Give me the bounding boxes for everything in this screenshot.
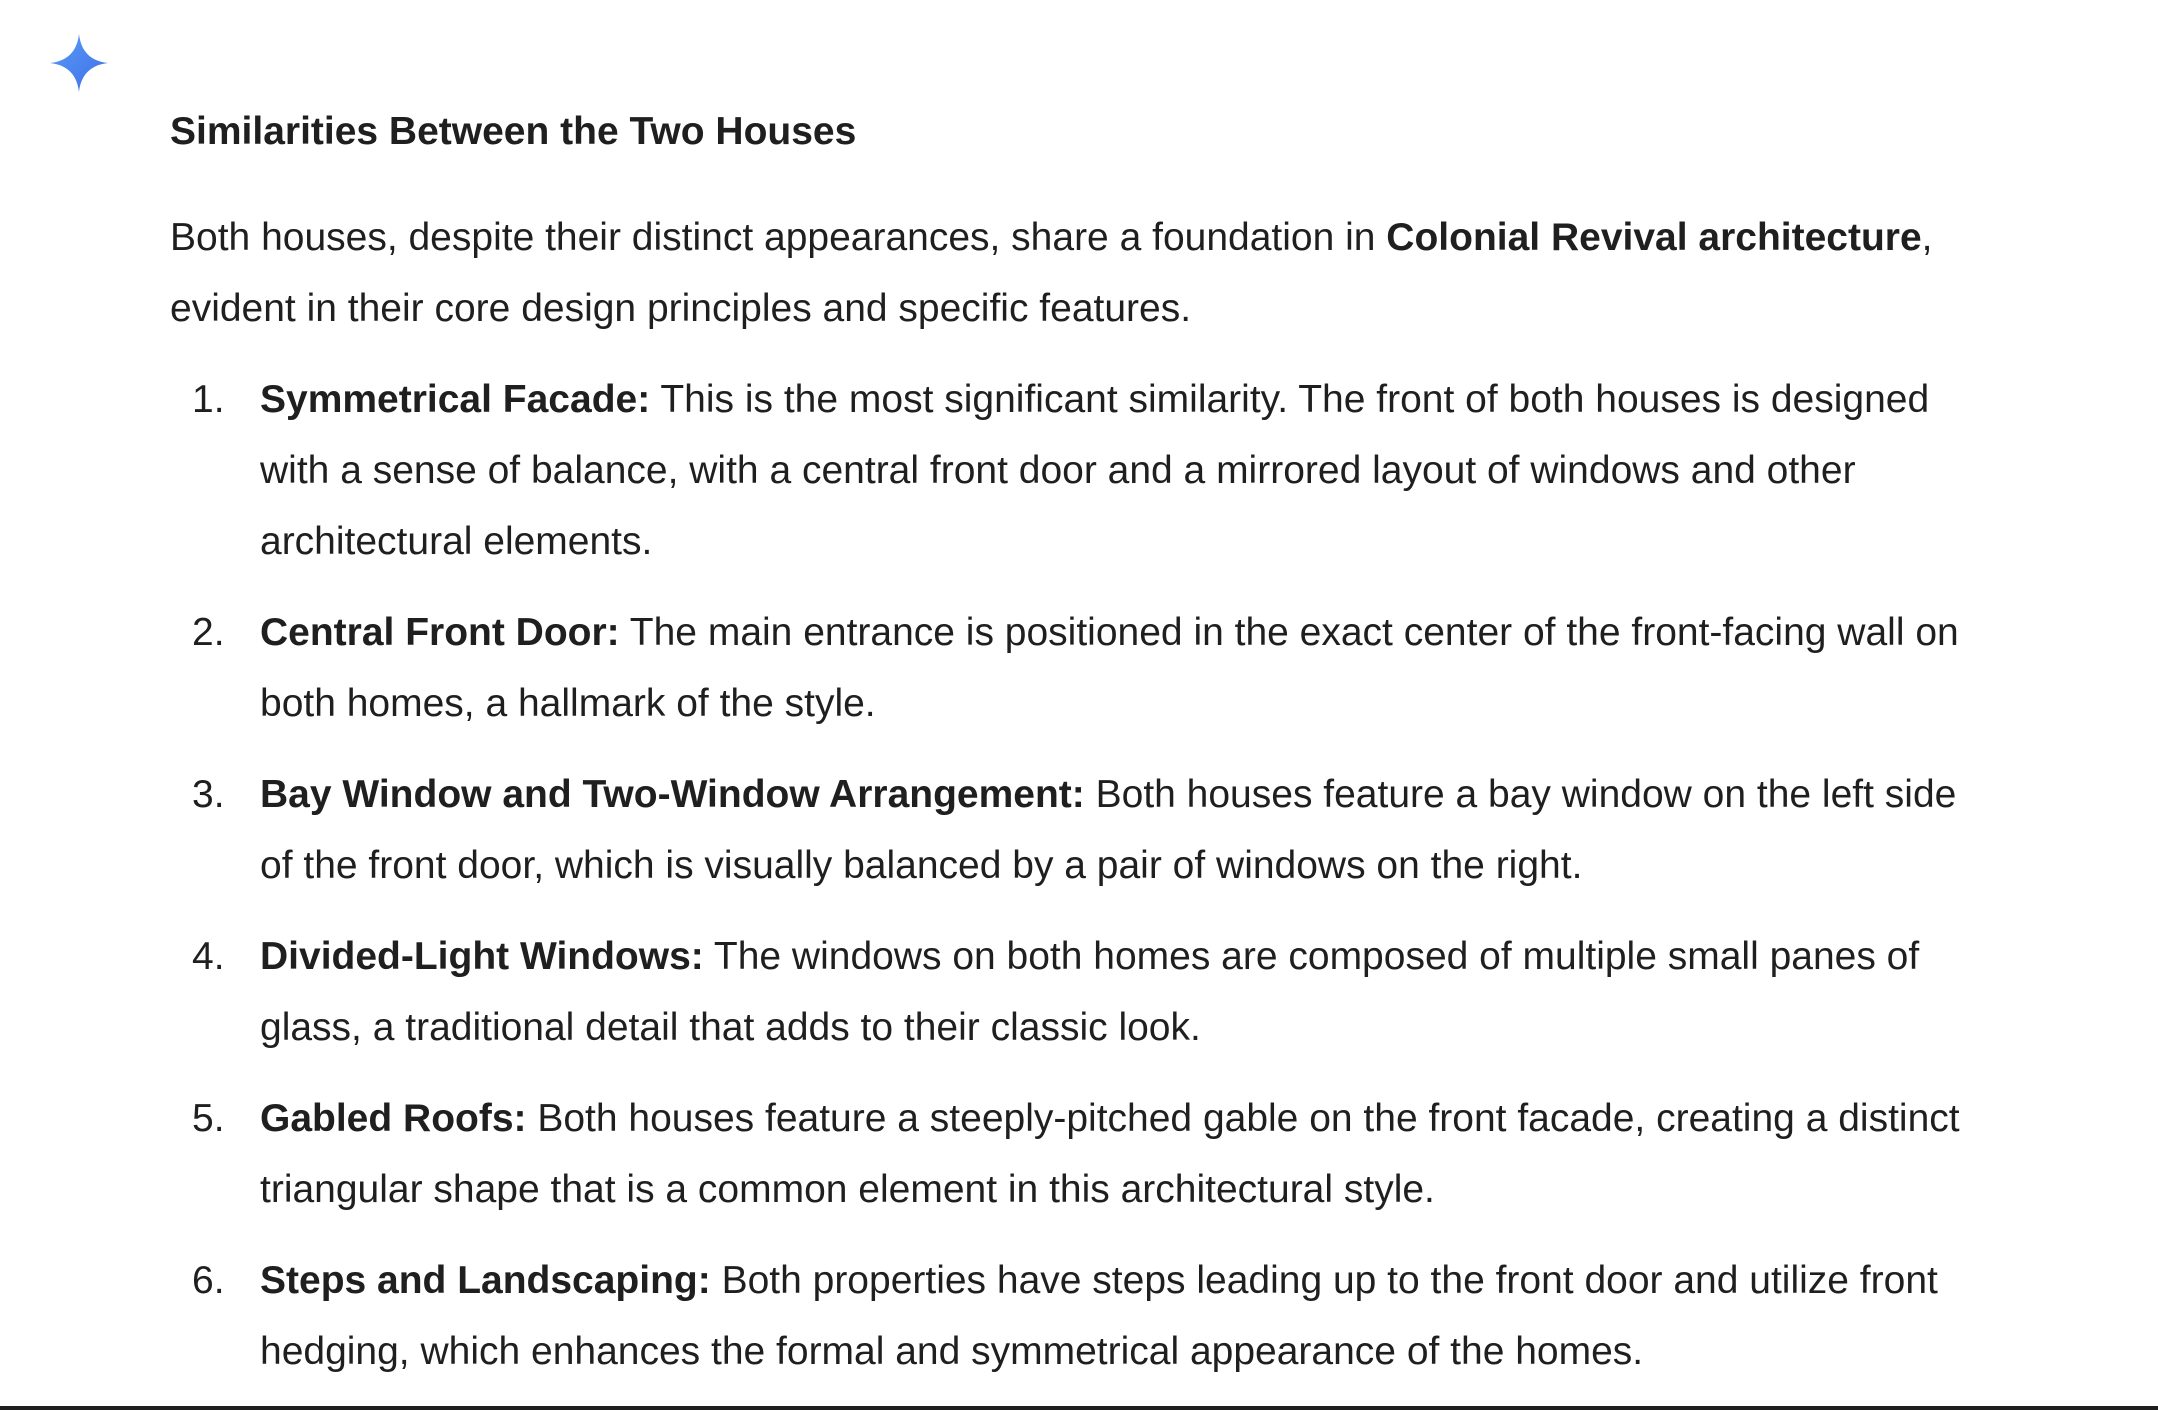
intro-bold-term: Colonial Revival architecture: [1386, 216, 1922, 259]
list-item-number: 1.: [192, 378, 225, 421]
list-item-number: 6.: [192, 1259, 225, 1302]
list-item-text: The main entrance is positioned in the exact center of the front-facing wall on both homes, a hallmark of the style.: [260, 611, 1959, 725]
intro-paragraph: [170, 202, 1970, 344]
list-item-title: Symmetrical Facade:: [260, 378, 651, 421]
intro-text-after: , evident in their core design principles and specific features.: [170, 216, 1933, 330]
list-item-title: Divided-Light Windows:: [260, 935, 704, 978]
list-item: [170, 921, 1970, 1063]
list-item: [170, 1245, 1970, 1387]
response-heading: Similarities Between the Two Houses: [170, 110, 857, 153]
similarities-list: [170, 364, 1970, 1387]
list-item-text: The windows on both homes are composed of multiple small panes of glass, a traditional detail that adds to their classic look.: [260, 935, 1920, 1049]
list-item-number: 3.: [192, 773, 225, 816]
list-item-number: 2.: [192, 611, 225, 654]
response-body: [170, 100, 1970, 1407]
list-item: [170, 364, 1970, 577]
list-item-title: Central Front Door:: [260, 611, 620, 654]
gemini-sparkle-icon: [48, 32, 110, 94]
list-item-title: Gabled Roofs:: [260, 1097, 527, 1140]
list-item-number: 5.: [192, 1097, 225, 1140]
list-item-title: Bay Window and Two-Window Arrangement:: [260, 773, 1085, 816]
intro-text-before: Both houses, despite their distinct appearances, share a foundation in: [170, 216, 1387, 259]
list-item: [170, 597, 1970, 739]
list-item-title: Steps and Landscaping:: [260, 1259, 711, 1302]
list-item: [170, 1083, 1970, 1225]
list-item-text: Both houses feature a bay window on the left side of the front door, which is visually balanced by a pair of windows on the right.: [260, 773, 1957, 887]
list-item-text: This is the most significant similarity. The front of both houses is designed with a sense of balance, with a central front door and a mirrored layout of windows and other architectural elements.: [260, 378, 1930, 563]
list-item-text: Both properties have steps leading up to the front door and utilize front hedging, which enhances the formal and symmetrical appearance of the homes.: [260, 1259, 1938, 1373]
list-item-text: Both houses feature a steeply-pitched gable on the front facade, creating a distinct triangular shape that is a common element in this architectural style.: [260, 1097, 1960, 1211]
list-item-number: 4.: [192, 935, 225, 978]
bottom-divider: [0, 1406, 2158, 1410]
list-item: [170, 759, 1970, 901]
